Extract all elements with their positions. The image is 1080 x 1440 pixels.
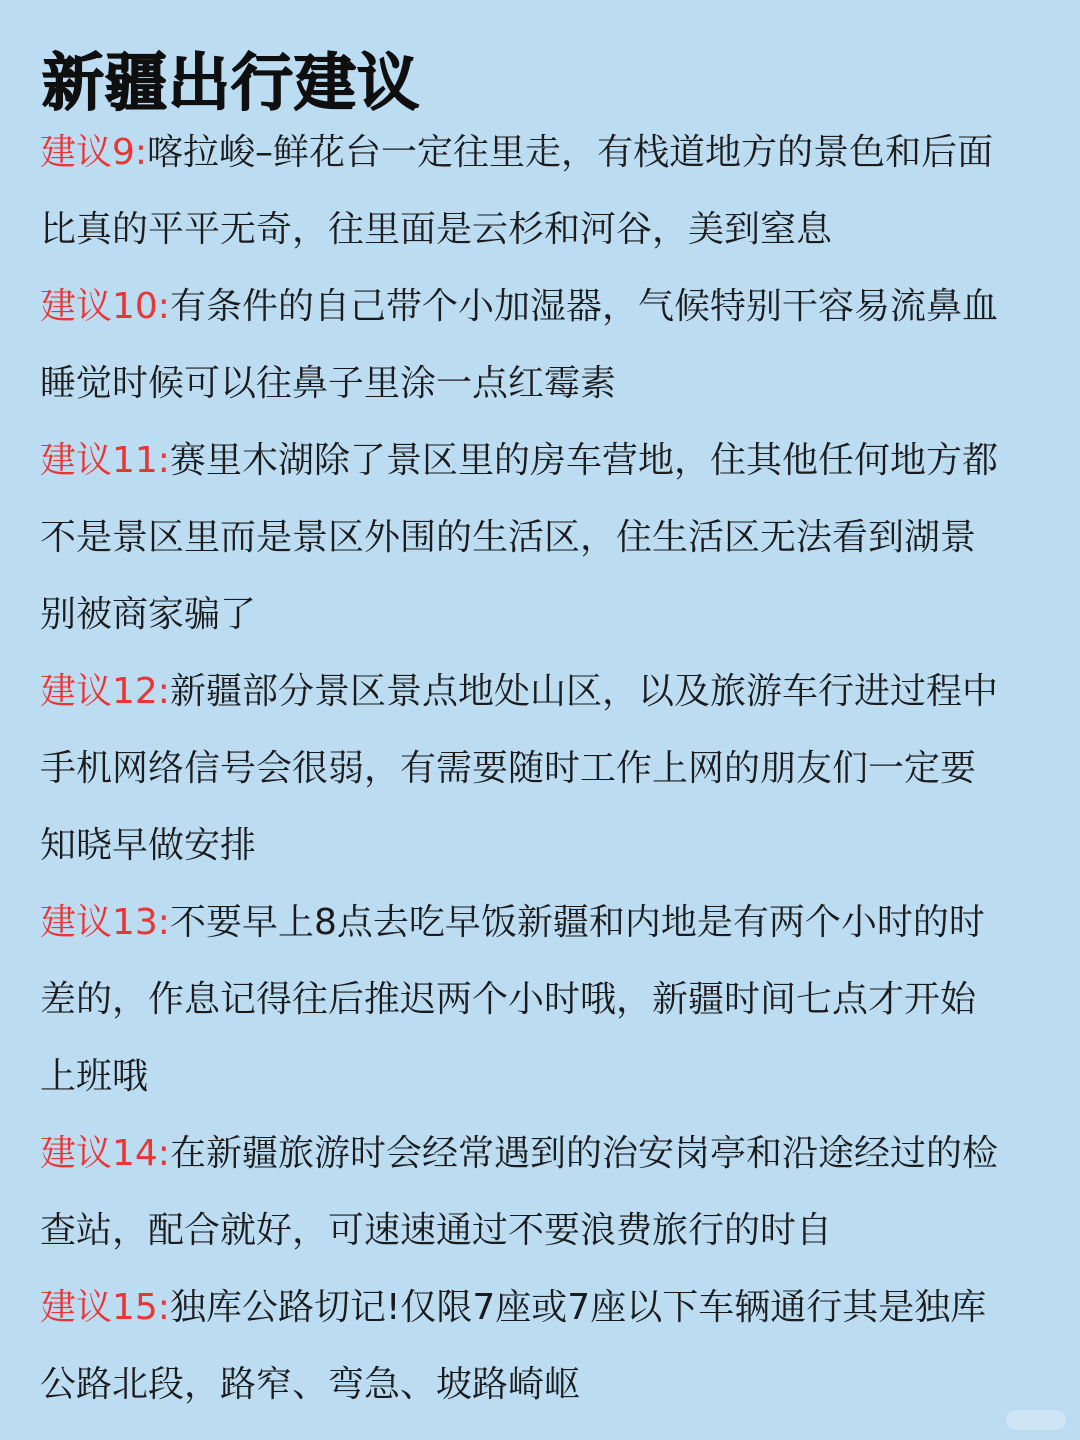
tip-text: 公路北段，路窄、弯急、坡路崎岖: [40, 1364, 581, 1405]
tip-13-line-2: [40, 970, 976, 1030]
tip-text: 不要早上8点去吃早饭新疆和内地是: [169, 902, 733, 943]
tip-13-label: 建议13:: [40, 902, 170, 943]
underlined-highlight: 比真的平平无奇: [40, 209, 293, 250]
tip-15-line-2: [40, 1355, 580, 1415]
tip-14-label: 建议14:: [40, 1133, 170, 1174]
tip-text: 知晓早做安排: [40, 825, 257, 866]
watermark-blur: [1006, 1410, 1066, 1430]
tip-12-line-3: [40, 816, 256, 876]
tip-text: ，气候特别干容易流鼻血: [601, 286, 998, 327]
tip-12-label: 建议12:: [40, 671, 170, 712]
underlined-highlight: 有栈道地方的景色和后面: [597, 132, 994, 173]
tip-text: 其是独库: [842, 1287, 987, 1328]
underlined-highlight: 住生活区无法看到湖景: [616, 517, 977, 558]
tip-9-line-2: [40, 200, 832, 260]
tip-14-line-2: [40, 1201, 832, 1261]
tip-text: 在新疆旅游时会经常遇到的治安岗亭和沿途经过的检: [169, 1133, 998, 1174]
tip-text: ，可速速通过不要浪费旅行的时自: [292, 1210, 833, 1251]
tip-text: 上班哦: [40, 1056, 149, 1097]
underlined-highlight: 有两个小时的时: [732, 902, 985, 943]
tip-text: 查站，: [40, 1210, 149, 1251]
tip-11-label: 建议11:: [40, 440, 170, 481]
tip-text: 不是景区里而是景区外围的生活区，: [40, 517, 617, 558]
underlined-highlight: 手机网络信号会很弱: [40, 748, 365, 789]
tip-text: ，有需要随时工作上网的朋友们一定要: [364, 748, 977, 789]
tip-10-line-1: [40, 277, 998, 337]
underlined-highlight: 有条件的自己带个小加湿器: [169, 286, 602, 327]
tip-10-label: 建议10:: [40, 286, 170, 327]
underlined-highlight: 差的: [40, 979, 113, 1020]
tip-12-line-2: [40, 739, 976, 799]
tip-text: 别被商家骗了: [40, 594, 257, 635]
tip-11-line-1: [40, 431, 998, 491]
tip-13-line-3: [40, 1047, 148, 1107]
tip-text: 睡觉时候可以往鼻子里涂一点红霉素: [40, 363, 617, 404]
tip-text: 独库公路切记!: [169, 1287, 401, 1328]
tip-text: ，作息记得往后推迟两个小时哦，新疆时间七点才开始: [112, 979, 977, 1020]
underlined-highlight: 配合就好: [148, 1210, 293, 1251]
tip-text: 赛里木湖除了景区里的房车营地，住其他任何地方都: [169, 440, 998, 481]
tip-11-line-2: [40, 508, 976, 568]
tip-10-line-2: [40, 354, 616, 414]
tip-text: 新疆部分景区景点地处山区，以及旅游车行进过程中: [169, 671, 998, 712]
tip-9-line-1: [40, 123, 993, 183]
tip-text: 喀拉峻–鲜花台一定往里走，: [147, 132, 598, 173]
tip-9-label: 建议9:: [40, 132, 148, 173]
tip-14-line-1: [40, 1124, 998, 1184]
underlined-highlight: 仅限7座或7座以下车辆通行: [400, 1287, 843, 1328]
tip-13-line-1: [40, 893, 985, 953]
tip-11-line-3: [40, 585, 256, 645]
tip-15-label: 建议15:: [40, 1287, 170, 1328]
tip-text: ，往里面是云杉和河谷，美到窒息: [292, 209, 833, 250]
page-title: 新疆出行建议: [42, 46, 421, 119]
tip-12-line-1: [40, 662, 998, 722]
tip-15-line-1: [40, 1278, 986, 1338]
